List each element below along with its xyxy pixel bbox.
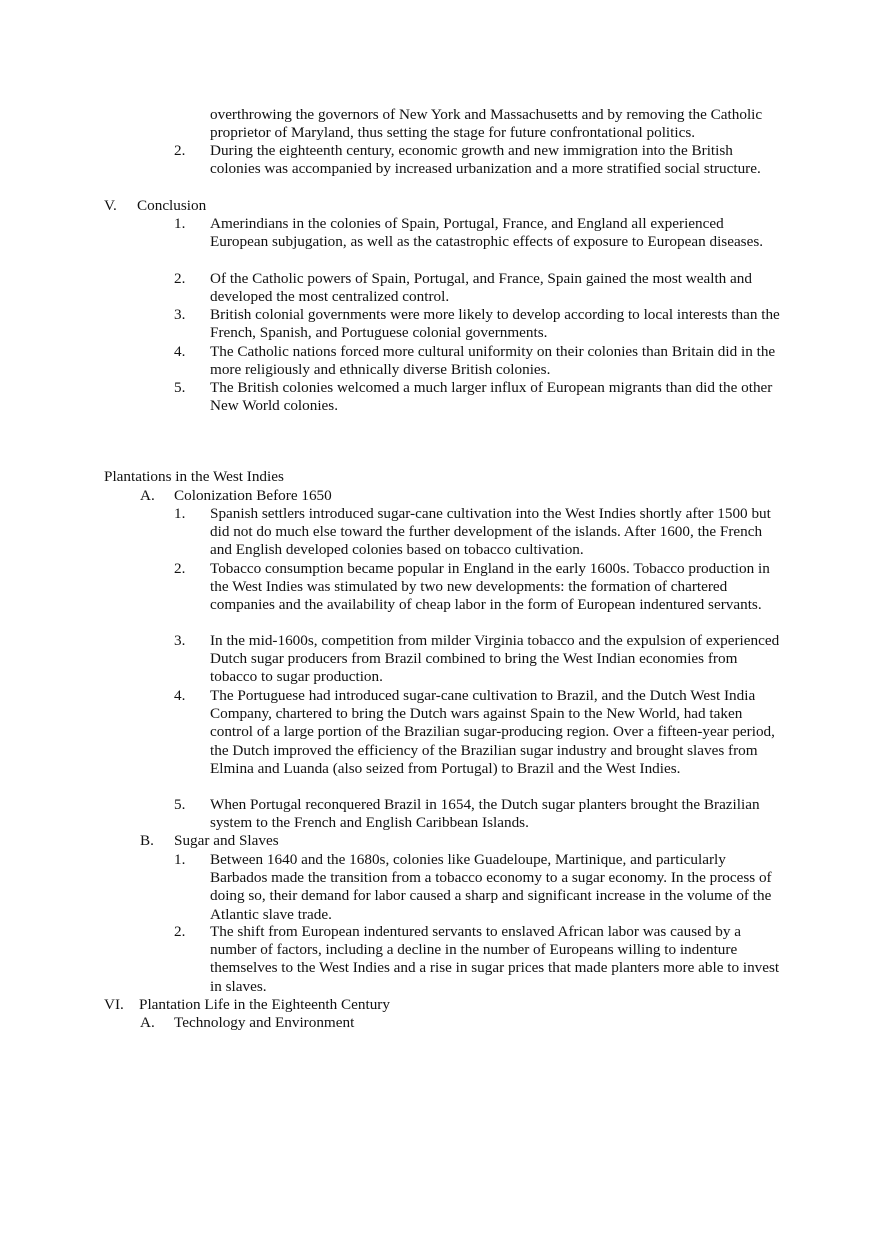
item-text: Amerindians in the colonies of Spain, Portugal, France, and England all experienced European subjugation, as well as the catastrophic effects of exposure to European diseases.	[210, 215, 764, 251]
item-number: 4.	[174, 343, 186, 360]
item-text: The Catholic nations forced more cultural uniformity on their colonies than Britain did in the more religiously and ethnically diverse British colonies.	[210, 343, 776, 379]
item-text: Between 1640 and the 1680s, colonies like Guadeloupe, Martinique, and particularly Barbados made the transition from a tobacco economy to a sugar economy. In the process of doing so, their demand for labor caused a sharp and significant increase in the volume of the Atlantic slave trade.	[210, 851, 772, 923]
section-numeral: V.	[104, 197, 117, 214]
item-text: In the mid-1600s, competition from milder Virginia tobacco and the expulsion of experienced Dutch sugar producers from Brazil combined to bring the West Indian economies from tobacco to sugar production.	[210, 632, 780, 686]
item-text: Of the Catholic powers of Spain, Portugal, and France, Spain gained the most wealth and developed the most centralized control.	[210, 270, 752, 306]
section-numeral: VI.	[104, 996, 124, 1013]
item-number: 2.	[174, 923, 186, 940]
subsection-title: Colonization Before 1650	[174, 487, 332, 504]
item-text: Spanish settlers introduced sugar-cane cultivation into the West Indies shortly after 1500 but did not do much else toward the further development of the islands. After 1600, the French and English developed colonies based on tobacco cultivation.	[210, 505, 771, 559]
item-text: British colonial governments were more likely to develop according to local interests than the French, Spanish, and Portuguese colonial governments.	[210, 306, 780, 342]
item-number: 5.	[174, 379, 186, 396]
subsection-title: Sugar and Slaves	[174, 832, 279, 849]
subsection-letter: A.	[140, 1014, 155, 1031]
section-title: Conclusion	[137, 197, 207, 214]
chapter-heading: Plantations in the West Indies	[104, 468, 284, 485]
item-text: During the eighteenth century, economic growth and new immigration into the British colonies was accompanied by increased urbanization and a more stratified social structure.	[210, 142, 761, 178]
item-number: 2.	[174, 560, 186, 577]
item-number: 3.	[174, 632, 186, 649]
item-number: 1.	[174, 215, 186, 232]
subsection-title: Technology and Environment	[174, 1014, 355, 1031]
continued-item-text: overthrowing the governors of New York and Massachusetts and by removing the Catholic proprietor of Maryland, thus setting the stage for future confrontational politics.	[210, 106, 763, 142]
subsection-letter: A.	[140, 487, 155, 504]
item-text: The shift from European indentured servants to enslaved African labor was caused by a number of factors, including a decline in the number of Europeans willing to indenture themselves to the West Indies and a rise in sugar prices that made planters more able to invest in slaves.	[210, 923, 780, 995]
item-text: Tobacco consumption became popular in England in the early 1600s. Tobacco production in the West Indies was stimulated by two new developments: the formation of chartered companies and the availability of cheap labor in the form of European indentured servants.	[210, 560, 770, 614]
item-number: 1.	[174, 851, 186, 868]
item-number: 2.	[174, 142, 186, 159]
item-text: When Portugal reconquered Brazil in 1654, the Dutch sugar planters brought the Brazilian system to the French and English Caribbean Islands.	[210, 796, 760, 832]
item-number: 2.	[174, 270, 186, 287]
item-text: The Portuguese had introduced sugar-cane cultivation to Brazil, and the Dutch West India Company, chartered to bring the Dutch wars against Spain to the New World, had taken control of a large portion of the Brazilian sugar-producing region. Over a fifteen-year period, the Dutch improved the efficiency of the Brazilian sugar industry and brought slaves from Elmina and Luanda (also seized from Portugal) to Brazil and the West Indies.	[210, 687, 775, 777]
subsection-letter: B.	[140, 832, 154, 849]
item-number: 3.	[174, 306, 186, 323]
section-title: Plantation Life in the Eighteenth Century	[139, 996, 390, 1013]
item-number: 5.	[174, 796, 186, 813]
item-text: The British colonies welcomed a much larger influx of European migrants than did the other New World colonies.	[210, 379, 773, 415]
item-number: 4.	[174, 687, 186, 704]
item-number: 1.	[174, 505, 186, 522]
